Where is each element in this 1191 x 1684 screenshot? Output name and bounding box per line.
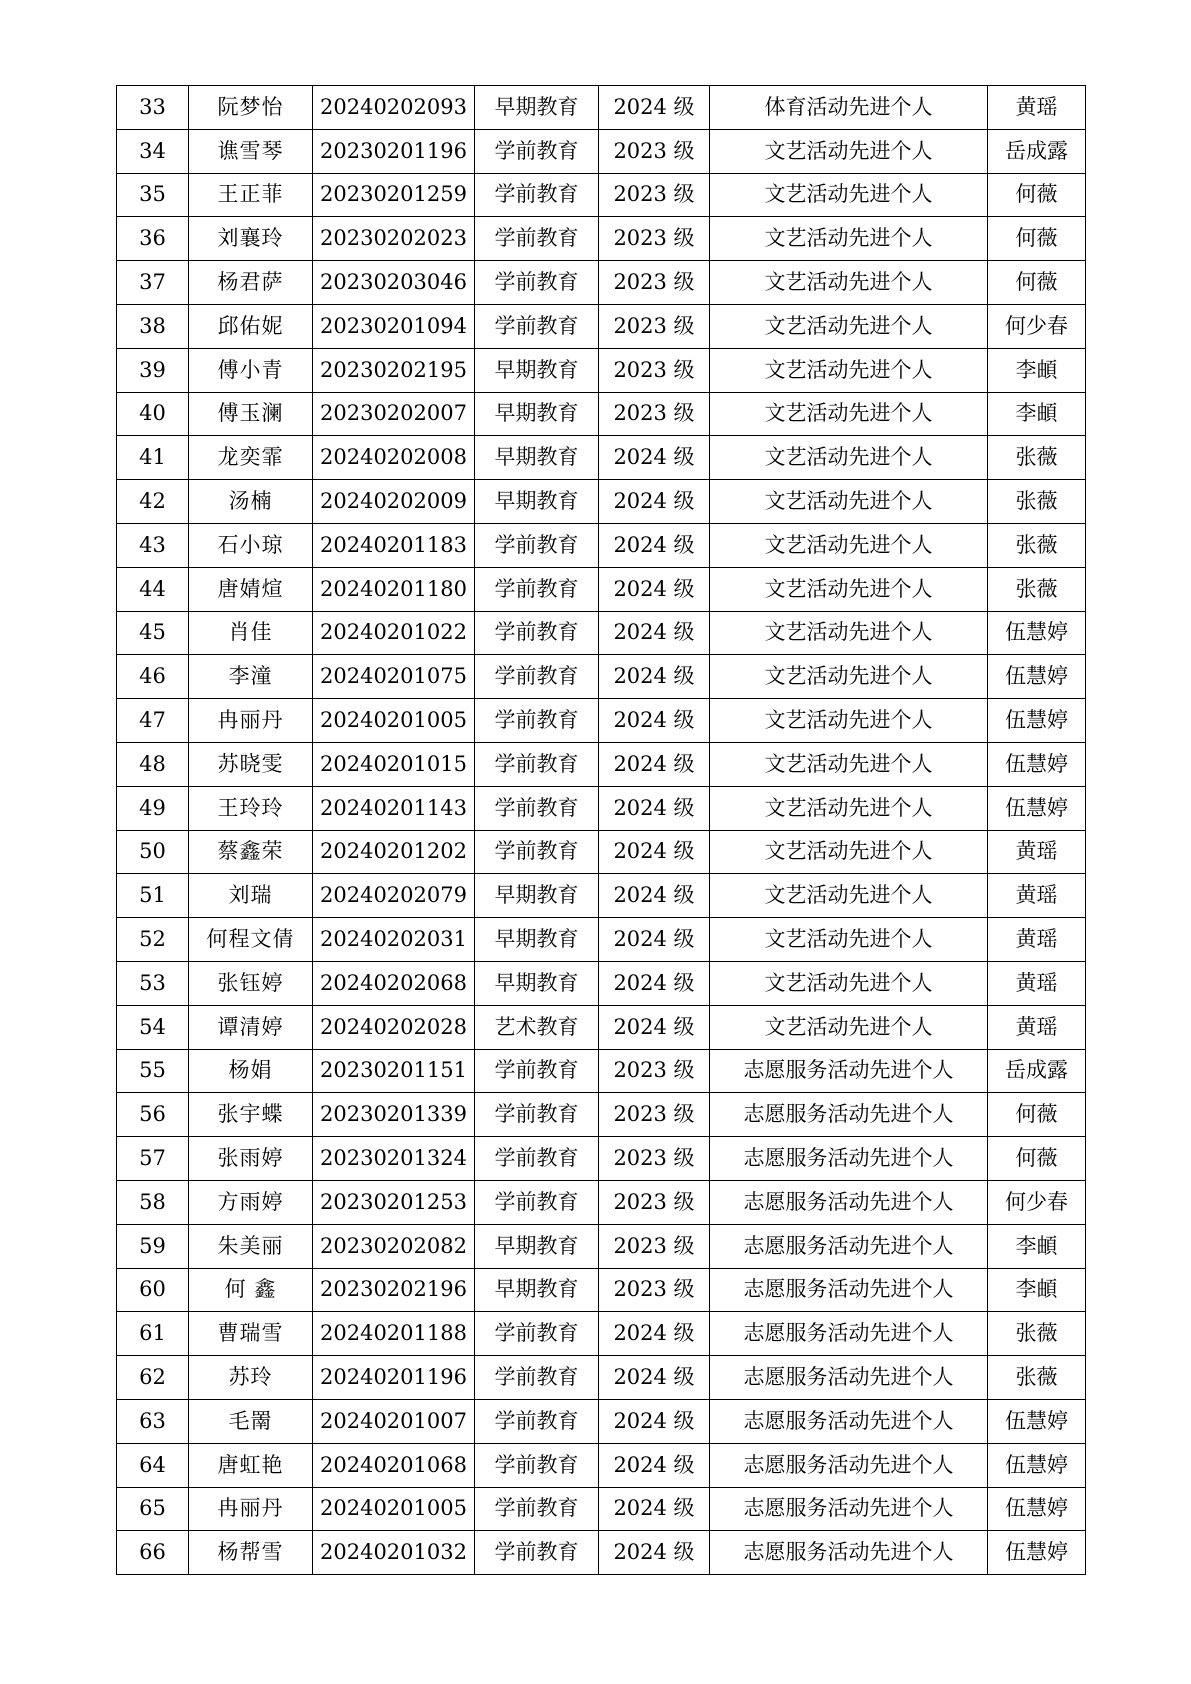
student-id-cell: 20240201180 <box>313 567 475 611</box>
advisor-cell: 何薇 <box>988 217 1086 261</box>
grade-cell: 2023 级 <box>599 1268 710 1312</box>
student-id-cell: 20240202079 <box>313 874 475 918</box>
grade-cell: 2024 级 <box>599 1312 710 1356</box>
major-cell: 学前教育 <box>475 304 599 348</box>
student-name-cell: 苏玲 <box>189 1356 313 1400</box>
table-row <box>117 1268 1086 1312</box>
table-row <box>117 1180 1086 1224</box>
student-name-cell: 冉丽丹 <box>189 1487 313 1531</box>
student-id-cell: 20230201324 <box>313 1137 475 1181</box>
major-cell: 学前教育 <box>475 173 599 217</box>
row-number-cell: 46 <box>117 655 189 699</box>
grade-cell: 2023 级 <box>599 1049 710 1093</box>
grade-cell: 2023 级 <box>599 129 710 173</box>
award-title-cell: 志愿服务活动先进个人 <box>710 1531 988 1575</box>
table-row <box>117 86 1086 130</box>
grade-cell: 2023 级 <box>599 304 710 348</box>
row-number-cell: 35 <box>117 173 189 217</box>
award-title-cell: 文艺活动先进个人 <box>710 567 988 611</box>
award-title-cell: 文艺活动先进个人 <box>710 261 988 305</box>
award-title-cell: 文艺活动先进个人 <box>710 392 988 436</box>
row-number-cell: 38 <box>117 304 189 348</box>
major-cell: 学前教育 <box>475 1356 599 1400</box>
row-number-cell: 60 <box>117 1268 189 1312</box>
student-id-cell: 20240202093 <box>313 86 475 130</box>
award-title-cell: 志愿服务活动先进个人 <box>710 1312 988 1356</box>
major-cell: 学前教育 <box>475 1049 599 1093</box>
student-id-cell: 20240201075 <box>313 655 475 699</box>
student-id-cell: 20240201007 <box>313 1399 475 1443</box>
major-cell: 学前教育 <box>475 1399 599 1443</box>
major-cell: 早期教育 <box>475 392 599 436</box>
advisor-cell: 岳成露 <box>988 129 1086 173</box>
row-number-cell: 34 <box>117 129 189 173</box>
student-id-cell: 20240201022 <box>313 611 475 655</box>
award-title-cell: 文艺活动先进个人 <box>710 786 988 830</box>
student-name-cell: 谭清婷 <box>189 1005 313 1049</box>
grade-cell: 2023 级 <box>599 173 710 217</box>
advisor-cell: 何薇 <box>988 1093 1086 1137</box>
advisor-cell: 李頔 <box>988 392 1086 436</box>
table-row <box>117 217 1086 261</box>
major-cell: 学前教育 <box>475 1137 599 1181</box>
major-cell: 学前教育 <box>475 786 599 830</box>
row-number-cell: 36 <box>117 217 189 261</box>
table-row <box>117 304 1086 348</box>
award-title-cell: 文艺活动先进个人 <box>710 348 988 392</box>
major-cell: 学前教育 <box>475 217 599 261</box>
grade-cell: 2024 级 <box>599 567 710 611</box>
advisor-cell: 伍慧婷 <box>988 655 1086 699</box>
grade-cell: 2024 级 <box>599 1005 710 1049</box>
student-name-cell: 肖佳 <box>189 611 313 655</box>
table-row <box>117 436 1086 480</box>
grade-cell: 2024 级 <box>599 480 710 524</box>
advisor-cell: 伍慧婷 <box>988 786 1086 830</box>
advisor-cell: 黄瑶 <box>988 874 1086 918</box>
student-id-cell: 20240201183 <box>313 523 475 567</box>
advisor-cell: 何少春 <box>988 1180 1086 1224</box>
advisor-cell: 张薇 <box>988 480 1086 524</box>
row-number-cell: 66 <box>117 1531 189 1575</box>
student-name-cell: 阮梦怡 <box>189 86 313 130</box>
advisor-cell: 张薇 <box>988 436 1086 480</box>
advisor-cell: 何薇 <box>988 1137 1086 1181</box>
table-row <box>117 1312 1086 1356</box>
table-row <box>117 1443 1086 1487</box>
table-row <box>117 742 1086 786</box>
major-cell: 早期教育 <box>475 348 599 392</box>
student-name-cell: 蔡鑫荣 <box>189 830 313 874</box>
award-title-cell: 志愿服务活动先进个人 <box>710 1049 988 1093</box>
student-name-cell: 傅小青 <box>189 348 313 392</box>
row-number-cell: 52 <box>117 918 189 962</box>
major-cell: 早期教育 <box>475 436 599 480</box>
student-id-cell: 20240202028 <box>313 1005 475 1049</box>
grade-cell: 2024 级 <box>599 611 710 655</box>
award-title-cell: 志愿服务活动先进个人 <box>710 1268 988 1312</box>
student-id-cell: 20230201196 <box>313 129 475 173</box>
major-cell: 学前教育 <box>475 1093 599 1137</box>
student-name-cell: 傅玉澜 <box>189 392 313 436</box>
grade-cell: 2023 级 <box>599 261 710 305</box>
award-title-cell: 文艺活动先进个人 <box>710 830 988 874</box>
award-title-cell: 志愿服务活动先进个人 <box>710 1399 988 1443</box>
advisor-cell: 黄瑶 <box>988 830 1086 874</box>
table-row <box>117 874 1086 918</box>
row-number-cell: 50 <box>117 830 189 874</box>
student-name-cell: 何 鑫 <box>189 1268 313 1312</box>
grade-cell: 2023 级 <box>599 348 710 392</box>
student-name-cell: 朱美丽 <box>189 1224 313 1268</box>
student-name-cell: 唐虹艳 <box>189 1443 313 1487</box>
grade-cell: 2024 级 <box>599 86 710 130</box>
student-name-cell: 毛罱 <box>189 1399 313 1443</box>
student-id-cell: 20230203046 <box>313 261 475 305</box>
grade-cell: 2024 级 <box>599 1443 710 1487</box>
award-title-cell: 文艺活动先进个人 <box>710 961 988 1005</box>
award-list-table <box>116 85 1086 1575</box>
award-title-cell: 文艺活动先进个人 <box>710 217 988 261</box>
advisor-cell: 李頔 <box>988 1268 1086 1312</box>
advisor-cell: 何少春 <box>988 304 1086 348</box>
table-row <box>117 1356 1086 1400</box>
table-row <box>117 699 1086 743</box>
table-row <box>117 1487 1086 1531</box>
grade-cell: 2024 级 <box>599 699 710 743</box>
major-cell: 学前教育 <box>475 830 599 874</box>
table-row <box>117 1137 1086 1181</box>
student-name-cell: 唐婧煊 <box>189 567 313 611</box>
advisor-cell: 伍慧婷 <box>988 742 1086 786</box>
major-cell: 学前教育 <box>475 1312 599 1356</box>
advisor-cell: 伍慧婷 <box>988 1443 1086 1487</box>
row-number-cell: 57 <box>117 1137 189 1181</box>
award-title-cell: 志愿服务活动先进个人 <box>710 1137 988 1181</box>
grade-cell: 2024 级 <box>599 1399 710 1443</box>
award-title-cell: 文艺活动先进个人 <box>710 918 988 962</box>
student-name-cell: 张宇蝶 <box>189 1093 313 1137</box>
grade-cell: 2024 级 <box>599 1531 710 1575</box>
grade-cell: 2023 级 <box>599 1093 710 1137</box>
table-row <box>117 1399 1086 1443</box>
student-name-cell: 刘瑞 <box>189 874 313 918</box>
award-title-cell: 文艺活动先进个人 <box>710 436 988 480</box>
table-row <box>117 1093 1086 1137</box>
table-body <box>117 86 1086 1575</box>
table-row <box>117 611 1086 655</box>
advisor-cell: 黄瑶 <box>988 961 1086 1005</box>
student-name-cell: 谯雪琴 <box>189 129 313 173</box>
table-row <box>117 129 1086 173</box>
student-name-cell: 曹瑞雪 <box>189 1312 313 1356</box>
table-row <box>117 961 1086 1005</box>
row-number-cell: 58 <box>117 1180 189 1224</box>
advisor-cell: 张薇 <box>988 523 1086 567</box>
advisor-cell: 李頔 <box>988 348 1086 392</box>
award-title-cell: 文艺活动先进个人 <box>710 173 988 217</box>
advisor-cell: 伍慧婷 <box>988 699 1086 743</box>
grade-cell: 2024 级 <box>599 523 710 567</box>
student-id-cell: 20240201143 <box>313 786 475 830</box>
table-row <box>117 480 1086 524</box>
major-cell: 学前教育 <box>475 129 599 173</box>
student-name-cell: 王玲玲 <box>189 786 313 830</box>
student-name-cell: 王正菲 <box>189 173 313 217</box>
table-row <box>117 1531 1086 1575</box>
grade-cell: 2024 级 <box>599 655 710 699</box>
advisor-cell: 何薇 <box>988 173 1086 217</box>
major-cell: 早期教育 <box>475 1268 599 1312</box>
table-row <box>117 655 1086 699</box>
advisor-cell: 张薇 <box>988 567 1086 611</box>
row-number-cell: 63 <box>117 1399 189 1443</box>
major-cell: 学前教育 <box>475 1180 599 1224</box>
award-title-cell: 文艺活动先进个人 <box>710 480 988 524</box>
student-name-cell: 杨娟 <box>189 1049 313 1093</box>
advisor-cell: 李頔 <box>988 1224 1086 1268</box>
row-number-cell: 56 <box>117 1093 189 1137</box>
advisor-cell: 张薇 <box>988 1356 1086 1400</box>
student-id-cell: 20230202082 <box>313 1224 475 1268</box>
row-number-cell: 48 <box>117 742 189 786</box>
advisor-cell: 伍慧婷 <box>988 611 1086 655</box>
award-title-cell: 文艺活动先进个人 <box>710 129 988 173</box>
student-name-cell: 李潼 <box>189 655 313 699</box>
major-cell: 学前教育 <box>475 261 599 305</box>
row-number-cell: 47 <box>117 699 189 743</box>
award-title-cell: 文艺活动先进个人 <box>710 742 988 786</box>
table-row <box>117 348 1086 392</box>
row-number-cell: 37 <box>117 261 189 305</box>
student-name-cell: 张钰婷 <box>189 961 313 1005</box>
award-title-cell: 文艺活动先进个人 <box>710 874 988 918</box>
row-number-cell: 62 <box>117 1356 189 1400</box>
student-id-cell: 20240202009 <box>313 480 475 524</box>
student-name-cell: 杨君萨 <box>189 261 313 305</box>
major-cell: 学前教育 <box>475 1487 599 1531</box>
award-title-cell: 文艺活动先进个人 <box>710 611 988 655</box>
row-number-cell: 43 <box>117 523 189 567</box>
table-row <box>117 1049 1086 1093</box>
row-number-cell: 33 <box>117 86 189 130</box>
student-id-cell: 20240202008 <box>313 436 475 480</box>
row-number-cell: 59 <box>117 1224 189 1268</box>
student-id-cell: 20240201202 <box>313 830 475 874</box>
major-cell: 早期教育 <box>475 86 599 130</box>
student-id-cell: 20240201032 <box>313 1531 475 1575</box>
row-number-cell: 65 <box>117 1487 189 1531</box>
student-id-cell: 20230202195 <box>313 348 475 392</box>
grade-cell: 2024 级 <box>599 742 710 786</box>
student-id-cell: 20240201005 <box>313 1487 475 1531</box>
major-cell: 早期教育 <box>475 918 599 962</box>
advisor-cell: 黄瑶 <box>988 1005 1086 1049</box>
award-title-cell: 文艺活动先进个人 <box>710 523 988 567</box>
major-cell: 早期教育 <box>475 961 599 1005</box>
table-row <box>117 830 1086 874</box>
grade-cell: 2024 级 <box>599 961 710 1005</box>
student-id-cell: 20230201094 <box>313 304 475 348</box>
major-cell: 学前教育 <box>475 611 599 655</box>
award-title-cell: 体育活动先进个人 <box>710 86 988 130</box>
student-id-cell: 20230202023 <box>313 217 475 261</box>
major-cell: 学前教育 <box>475 523 599 567</box>
student-id-cell: 20230202196 <box>313 1268 475 1312</box>
student-id-cell: 20230202007 <box>313 392 475 436</box>
student-id-cell: 20240201188 <box>313 1312 475 1356</box>
table-row <box>117 392 1086 436</box>
award-title-cell: 文艺活动先进个人 <box>710 699 988 743</box>
student-name-cell: 张雨婷 <box>189 1137 313 1181</box>
major-cell: 早期教育 <box>475 1224 599 1268</box>
grade-cell: 2024 级 <box>599 830 710 874</box>
student-name-cell: 邱佑妮 <box>189 304 313 348</box>
table-row <box>117 1224 1086 1268</box>
grade-cell: 2024 级 <box>599 436 710 480</box>
student-name-cell: 方雨婷 <box>189 1180 313 1224</box>
table-row <box>117 523 1086 567</box>
major-cell: 学前教育 <box>475 655 599 699</box>
advisor-cell: 伍慧婷 <box>988 1399 1086 1443</box>
student-id-cell: 20240201005 <box>313 699 475 743</box>
table-row <box>117 567 1086 611</box>
row-number-cell: 54 <box>117 1005 189 1049</box>
row-number-cell: 55 <box>117 1049 189 1093</box>
row-number-cell: 49 <box>117 786 189 830</box>
award-title-cell: 志愿服务活动先进个人 <box>710 1093 988 1137</box>
student-name-cell: 杨帮雪 <box>189 1531 313 1575</box>
grade-cell: 2023 级 <box>599 1224 710 1268</box>
advisor-cell: 张薇 <box>988 1312 1086 1356</box>
student-name-cell: 苏晓雯 <box>189 742 313 786</box>
student-id-cell: 20240202068 <box>313 961 475 1005</box>
grade-cell: 2023 级 <box>599 1180 710 1224</box>
major-cell: 学前教育 <box>475 1531 599 1575</box>
grade-cell: 2023 级 <box>599 1137 710 1181</box>
row-number-cell: 53 <box>117 961 189 1005</box>
student-id-cell: 20240201068 <box>313 1443 475 1487</box>
major-cell: 学前教育 <box>475 567 599 611</box>
grade-cell: 2023 级 <box>599 392 710 436</box>
major-cell: 学前教育 <box>475 1443 599 1487</box>
student-name-cell: 刘襄玲 <box>189 217 313 261</box>
advisor-cell: 何薇 <box>988 261 1086 305</box>
advisor-cell: 伍慧婷 <box>988 1531 1086 1575</box>
advisor-cell: 伍慧婷 <box>988 1487 1086 1531</box>
table-row <box>117 1005 1086 1049</box>
major-cell: 学前教育 <box>475 699 599 743</box>
table-row <box>117 261 1086 305</box>
major-cell: 早期教育 <box>475 874 599 918</box>
advisor-cell: 黄瑶 <box>988 86 1086 130</box>
grade-cell: 2024 级 <box>599 1356 710 1400</box>
student-name-cell: 汤楠 <box>189 480 313 524</box>
student-id-cell: 20240202031 <box>313 918 475 962</box>
award-title-cell: 志愿服务活动先进个人 <box>710 1443 988 1487</box>
award-title-cell: 文艺活动先进个人 <box>710 304 988 348</box>
student-id-cell: 20230201253 <box>313 1180 475 1224</box>
row-number-cell: 51 <box>117 874 189 918</box>
major-cell: 艺术教育 <box>475 1005 599 1049</box>
row-number-cell: 41 <box>117 436 189 480</box>
grade-cell: 2024 级 <box>599 786 710 830</box>
award-title-cell: 文艺活动先进个人 <box>710 655 988 699</box>
award-title-cell: 志愿服务活动先进个人 <box>710 1224 988 1268</box>
row-number-cell: 39 <box>117 348 189 392</box>
table-row <box>117 918 1086 962</box>
student-name-cell: 冉丽丹 <box>189 699 313 743</box>
grade-cell: 2024 级 <box>599 1487 710 1531</box>
student-id-cell: 20240201196 <box>313 1356 475 1400</box>
table-row <box>117 173 1086 217</box>
row-number-cell: 42 <box>117 480 189 524</box>
row-number-cell: 40 <box>117 392 189 436</box>
award-title-cell: 志愿服务活动先进个人 <box>710 1356 988 1400</box>
grade-cell: 2024 级 <box>599 918 710 962</box>
row-number-cell: 44 <box>117 567 189 611</box>
award-title-cell: 志愿服务活动先进个人 <box>710 1487 988 1531</box>
student-id-cell: 20240201015 <box>313 742 475 786</box>
student-name-cell: 龙奕霏 <box>189 436 313 480</box>
row-number-cell: 45 <box>117 611 189 655</box>
student-name-cell: 何程文倩 <box>189 918 313 962</box>
advisor-cell: 黄瑶 <box>988 918 1086 962</box>
grade-cell: 2024 级 <box>599 874 710 918</box>
row-number-cell: 61 <box>117 1312 189 1356</box>
row-number-cell: 64 <box>117 1443 189 1487</box>
table-row <box>117 786 1086 830</box>
major-cell: 学前教育 <box>475 742 599 786</box>
award-title-cell: 文艺活动先进个人 <box>710 1005 988 1049</box>
student-id-cell: 20230201339 <box>313 1093 475 1137</box>
student-id-cell: 20230201259 <box>313 173 475 217</box>
award-title-cell: 志愿服务活动先进个人 <box>710 1180 988 1224</box>
student-name-cell: 石小琼 <box>189 523 313 567</box>
major-cell: 早期教育 <box>475 480 599 524</box>
advisor-cell: 岳成露 <box>988 1049 1086 1093</box>
grade-cell: 2023 级 <box>599 217 710 261</box>
student-id-cell: 20230201151 <box>313 1049 475 1093</box>
